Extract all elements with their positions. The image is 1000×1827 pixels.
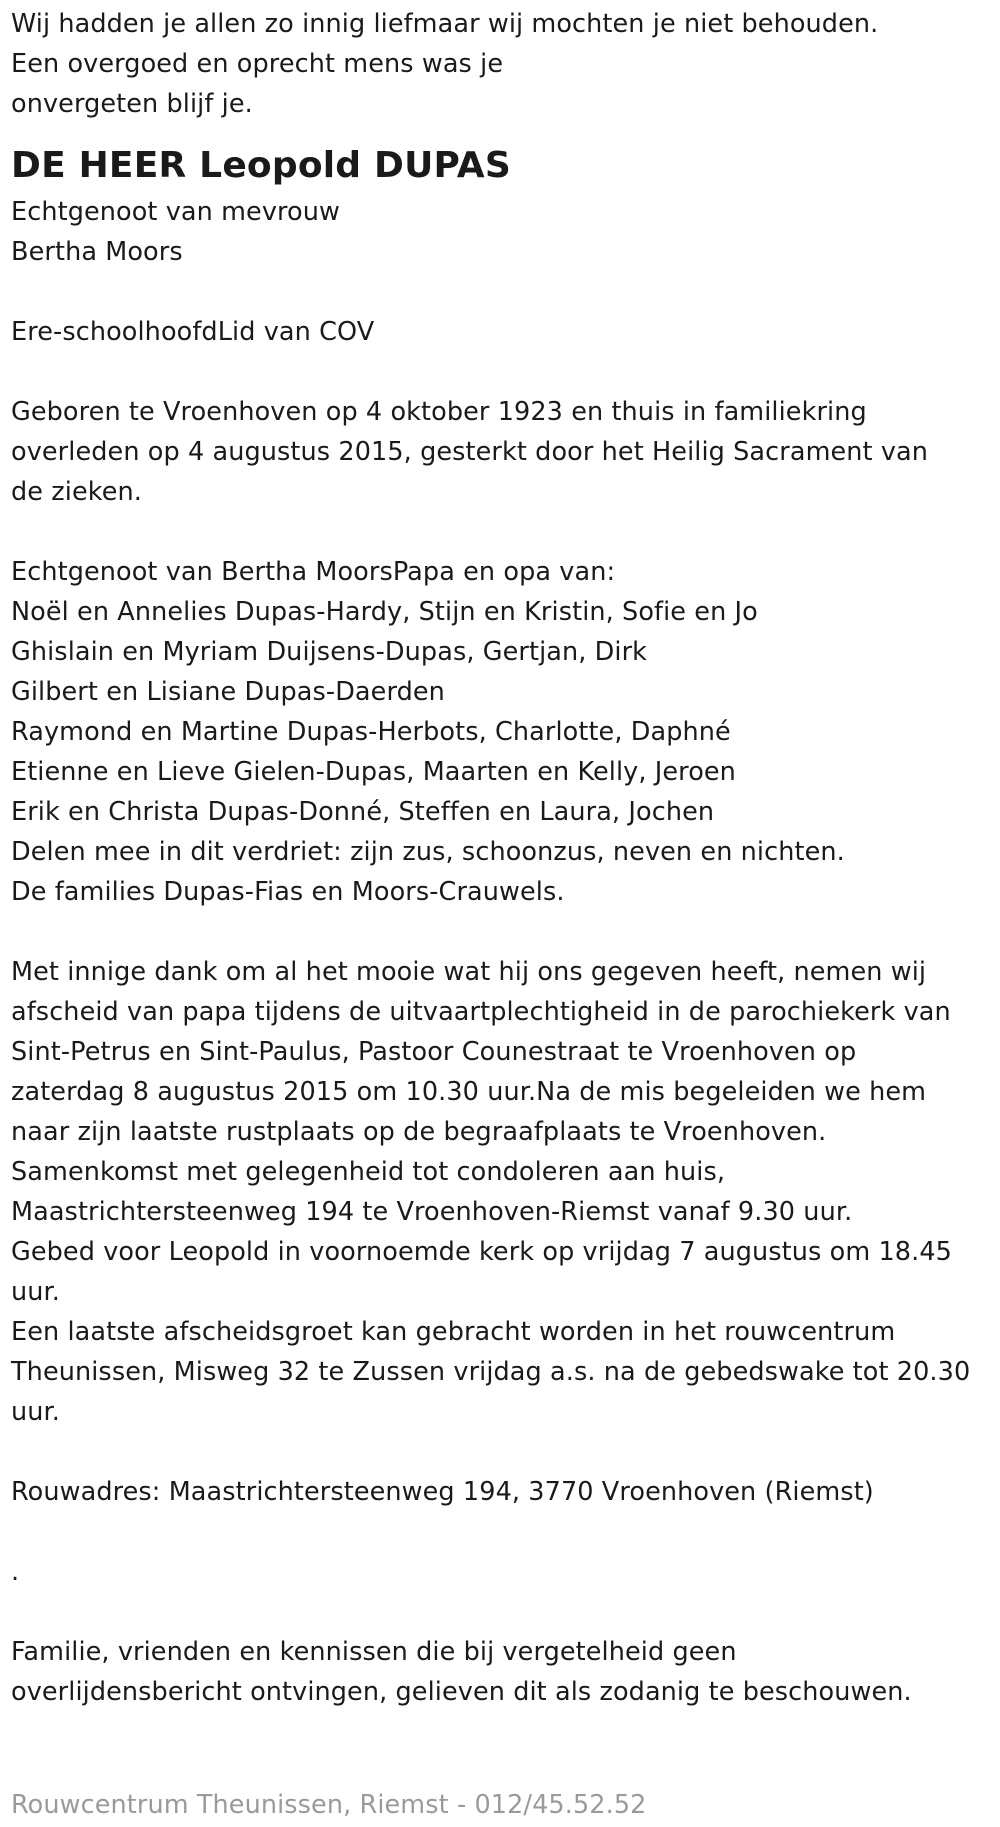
birth-death-section <box>11 392 1000 512</box>
deceased-name-title: DE HEER Leopold DUPAS <box>11 145 511 186</box>
family-line: Delen mee in dit verdriet: zijn zus, schoonzus, neven en nichten. <box>11 837 845 867</box>
notice-section <box>11 1632 1000 1712</box>
family-line: Echtgenoot van Bertha MoorsPapa en opa van: <box>11 557 616 587</box>
ceremony-line: Maastrichtersteenweg 194 te Vroenhoven-Riemst vanaf 9.30 uur. <box>11 1197 853 1227</box>
birth-death-line: Geboren te Vroenhoven op 4 oktober 1923 en thuis in familiekring <box>11 397 867 427</box>
spouse-section <box>11 192 1000 272</box>
funeral-home-footer: Rouwcentrum Theunissen, Riemst - 012/45.52.52 <box>11 1790 647 1820</box>
ceremony-section <box>11 952 1000 1432</box>
spacer <box>11 1512 1000 1552</box>
ceremony-line: Sint-Petrus en Sint-Paulus, Pastoor Counestraat te Vroenhoven op <box>11 1037 857 1067</box>
family-line: Noël en Annelies Dupas-Hardy, Stijn en Kristin, Sofie en Jo <box>11 597 758 627</box>
family-line: Ghislain en Myriam Duijsens-Dupas, Gertjan, Dirk <box>11 637 648 667</box>
ceremony-line: Gebed voor Leopold in voornoemde kerk op vrijdag 7 augustus om 18.45 <box>11 1237 952 1267</box>
family-line: Etienne en Lieve Gielen-Dupas, Maarten en Kelly, Jeroen <box>11 757 736 787</box>
spouse-line: Bertha Moors <box>11 237 183 267</box>
spacer <box>11 1432 1000 1472</box>
spacer <box>11 512 1000 552</box>
poem-line: Wij hadden je allen zo innig liefmaar wij mochten je niet behouden. <box>11 9 879 39</box>
ceremony-line: uur. <box>11 1397 60 1427</box>
notice-line: Familie, vrienden en kennissen die bij vergetelheid geen <box>11 1637 737 1667</box>
poem-section <box>11 4 1000 124</box>
ceremony-line: afscheid van papa tijdens de uitvaartplechtigheid in de parochiekerk van <box>11 997 951 1027</box>
poem-line: Een overgoed en oprecht mens was je <box>11 49 504 79</box>
birth-death-line: overleden op 4 augustus 2015, gesterkt door het Heilig Sacrament van <box>11 437 929 467</box>
ceremony-line: uur. <box>11 1277 60 1307</box>
ceremony-line: Een laatste afscheidsgroet kan gebracht worden in het rouwcentrum <box>11 1317 896 1347</box>
spacer <box>11 912 1000 952</box>
ceremony-line: Samenkomst met gelegenheid tot condoleren aan huis, <box>11 1157 726 1187</box>
family-line: Erik en Christa Dupas-Donné, Steffen en Laura, Jochen <box>11 797 715 827</box>
family-line: Raymond en Martine Dupas-Herbots, Charlotte, Daphné <box>11 717 731 747</box>
spouse-line: Echtgenoot van mevrouw <box>11 197 340 227</box>
address-line: Rouwadres: Maastrichtersteenweg 194, 3770 Vroenhoven (Riemst) <box>11 1477 874 1507</box>
family-section <box>11 552 1000 912</box>
spacer <box>11 272 1000 312</box>
poem-line: onvergeten blijf je. <box>11 89 253 119</box>
occupation-line: Ere-schoolhoofdLid van COV <box>11 317 375 347</box>
family-line: De families Dupas-Fias en Moors-Crauwels. <box>11 877 565 907</box>
notice-line: overlijdensbericht ontvingen, gelieven dit als zodanig te beschouwen. <box>11 1677 912 1707</box>
spacer <box>11 352 1000 392</box>
ceremony-line: zaterdag 8 augustus 2015 om 10.30 uur.Na de mis begeleiden we hem <box>11 1077 927 1107</box>
separator-dot: . <box>11 1557 20 1587</box>
birth-death-line: de zieken. <box>11 477 142 507</box>
family-line: Gilbert en Lisiane Dupas-Daerden <box>11 677 445 707</box>
ceremony-line: naar zijn laatste rustplaats op de begraafplaats te Vroenhoven. <box>11 1117 827 1147</box>
spacer <box>11 1592 1000 1632</box>
ceremony-line: Met innige dank om al het mooie wat hij ons gegeven heeft, nemen wij <box>11 957 927 987</box>
ceremony-line: Theunissen, Misweg 32 te Zussen vrijdag a.s. na de gebedswake tot 20.30 <box>11 1357 971 1387</box>
